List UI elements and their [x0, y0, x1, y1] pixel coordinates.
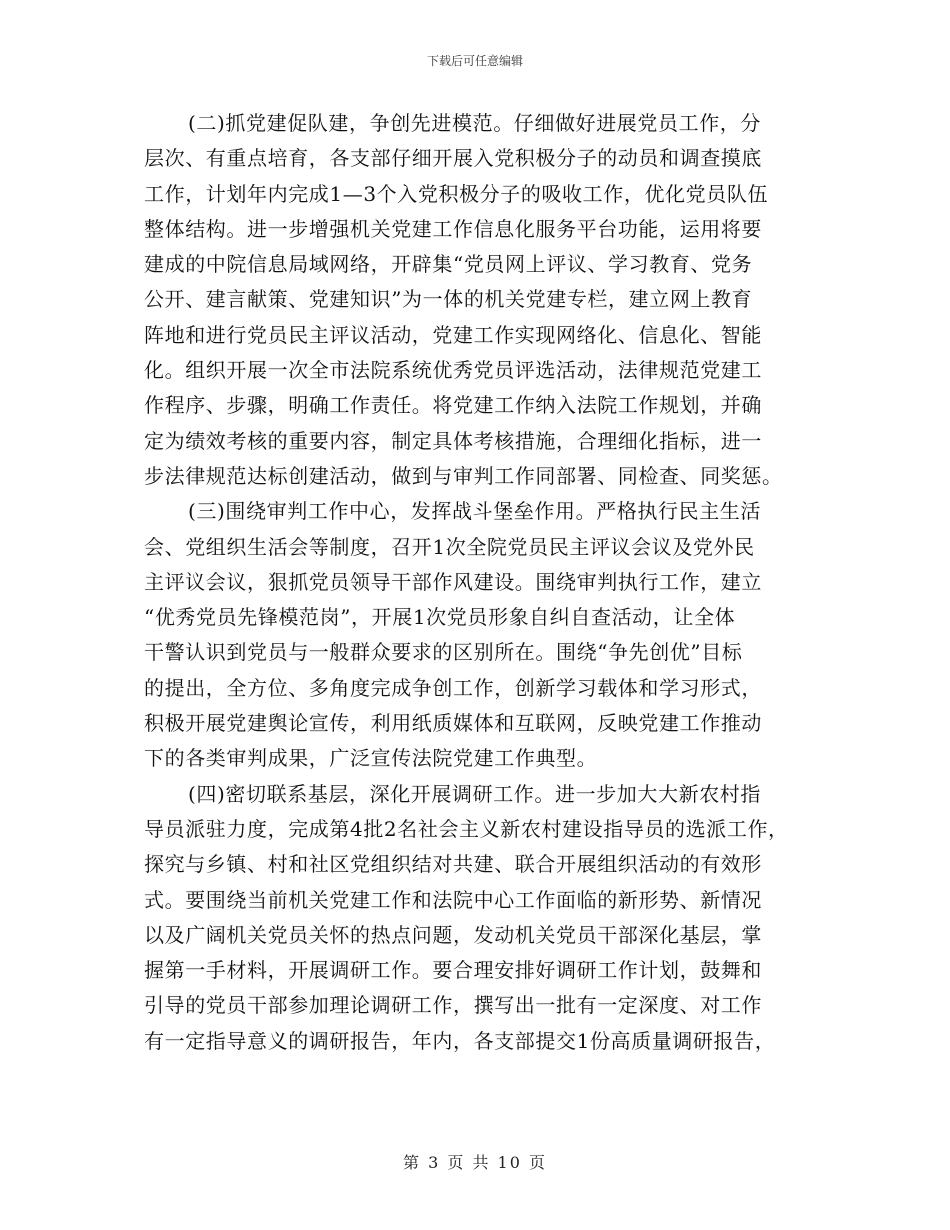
paragraph-line: 引导的党员干部参加理论调研工作，撰写出一批有一定深度、对工作	[144, 993, 762, 1018]
paragraph-line: 握第一手材料，开展调研工作。要合理安排好调研工作计划，鼓舞和	[144, 958, 762, 983]
paragraph-line: 下的各类审判成果，广泛宣传法院党建工作典型。	[144, 746, 598, 771]
paragraph-line: 有一定指导意义的调研报告，年内，各支部提交1份高质量调研报告，	[144, 1028, 776, 1053]
paragraph-line: 主评议会议，狠抓党员领导干部作风建设。围绕审判执行工作，建立	[144, 569, 762, 594]
paragraph-line: 的提出，全方位、多角度完成争创工作，创新学习载体和学习形式，	[144, 675, 762, 700]
paragraph-line: 工作，计划年内完成1—3个入党积极分子的吸收工作，优化党员队伍	[144, 181, 769, 206]
paragraph-line: 化。组织开展一次全市法院系统优秀党员评选活动，法律规范党建工	[144, 358, 762, 383]
paragraph-line: (四)密切联系基层，深化开展调研工作。进一步加大大新农村指	[188, 781, 762, 806]
paragraph-line: 探究与乡镇、村和社区党组织结对共建、联合开展组织活动的有效形	[144, 852, 762, 877]
paragraph-line: 积极开展党建舆论宣传，利用纸质媒体和互联网，反映党建工作推动	[144, 711, 762, 736]
paragraph-line: 以及广阔机关党员关怀的热点问题，发动机关党员干部深化基层，掌	[144, 922, 762, 947]
paragraph-line: 阵地和进行党员民主评议活动，党建工作实现网络化、信息化、智能	[144, 322, 762, 347]
paragraph-line: 会、党组织生活会等制度，召开1次全院党员民主评议会议及党外民	[144, 534, 755, 559]
paragraph-line: 层次、有重点培育，各支部仔细开展入党积极分子的动员和调查摸底	[144, 146, 762, 171]
paragraph-line: (三)围绕审判工作中心，发挥战斗堡垒作用。严格执行民主生活	[188, 499, 762, 524]
paragraph-line: 步法律规范达标创建活动，做到与审判工作同部署、同检查、同奖惩。	[144, 463, 783, 488]
paragraph-line: 整体结构。进一步增强机关党建工作信息化服务平台功能，运用将要	[144, 216, 762, 241]
paragraph-line: 导员派驻力度，完成第4批2名社会主义新农村建设指导员的选派工作，	[144, 816, 789, 841]
page-header: 下载后可任意编辑	[426, 54, 523, 68]
paragraph-line: “优秀党员先锋模范岗”，开展1次党员形象自纠自查活动，让全体	[144, 605, 736, 630]
paragraph-line: 建成的中院信息局域网络，开辟集“党员网上评议、学习教育、党务	[144, 252, 753, 277]
paragraph-line: 公开、建言献策、党建知识”为一体的机关党建专栏，建立网上教育	[144, 287, 753, 312]
page-footer: 第 3 页 共 10 页	[403, 1153, 547, 1172]
paragraph-line: 干警认识到党员与一般群众要求的区别所在。围绕“争先创优”目标	[144, 640, 743, 665]
paragraph-line: 定为绩效考核的重要内容，制定具体考核措施，合理细化指标，进一	[144, 428, 762, 453]
paragraph-line: (二)抓党建促队建，争创先进模范。仔细做好进展党员工作，分	[188, 111, 762, 135]
paragraph-line: 式。要围绕当前机关党建工作和法院中心工作面临的新形势、新情况	[144, 887, 762, 912]
body-text	[144, 106, 834, 1059]
paragraph-line: 作程序、步骤，明确工作责任。将党建工作纳入法院工作规划，并确	[144, 393, 762, 418]
